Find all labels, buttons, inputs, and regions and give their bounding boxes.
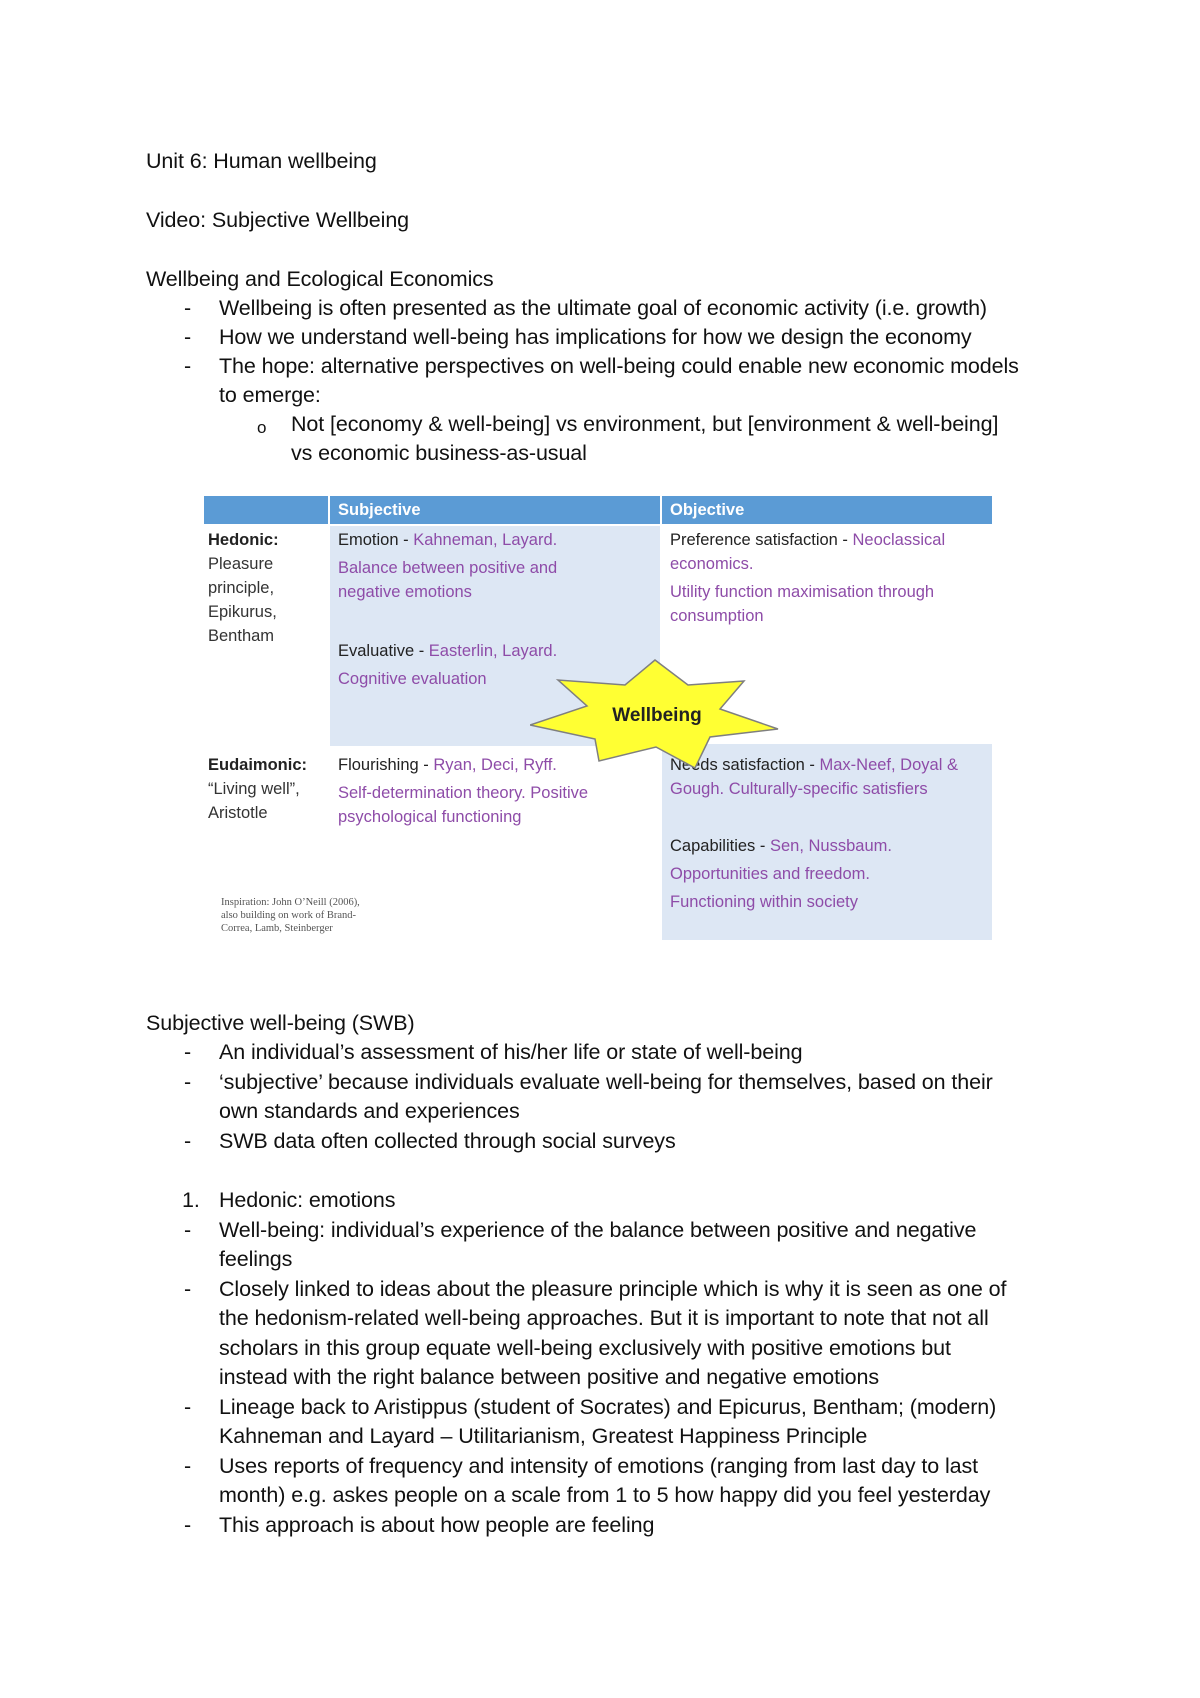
cell-evaluative-heading — [338, 639, 557, 663]
bullet-text: An individual’s assessment of his/her life or state of well-being — [219, 1040, 803, 1064]
dash-bullet: - — [184, 1040, 192, 1064]
inspiration-line: also building on work of Brand- — [221, 910, 357, 921]
star-label: Wellbeing — [612, 705, 702, 726]
circle-bullet: o — [257, 418, 267, 437]
emotion-key: Emotion - — [338, 531, 414, 549]
capabilities-key: Capabilities - — [670, 837, 770, 855]
video-title: Video: Subjective Wellbeing — [146, 208, 410, 232]
dash-bullet: - — [184, 1454, 192, 1478]
bullet-text-continued: feelings — [219, 1247, 293, 1271]
bullet-text: This approach is about how people are feeling — [219, 1513, 655, 1537]
dash-bullet: - — [184, 325, 192, 349]
flourishing-key: Flourishing - — [338, 756, 434, 774]
section-heading-hedonic-emotions: Hedonic: emotions — [219, 1188, 396, 1212]
preference-key: Preference satisfaction - — [670, 531, 853, 549]
inspiration-line: Correa, Lamb, Steinberger — [221, 923, 333, 934]
capabilities-authors: Sen, Nussbaum. — [769, 837, 892, 855]
eudaimonic-line: Aristotle — [208, 804, 268, 822]
flourishing-authors: Ryan, Deci, Ryff. — [433, 756, 557, 774]
list-number: 1. — [182, 1188, 200, 1212]
dash-bullet: - — [184, 1070, 192, 1094]
unit-title: Unit 6: Human wellbeing — [146, 149, 377, 173]
emotion-desc: Balance between positive and — [338, 559, 558, 577]
bullet-text-continued: month) e.g. askes people on a scale from 1 to 5 how happy did you feel yesterday — [219, 1483, 991, 1507]
needs-key: Needs satisfaction - — [670, 756, 820, 774]
cell-preference-heading — [670, 528, 945, 552]
column-header-subjective: Subjective — [338, 501, 421, 519]
emotion-desc: negative emotions — [338, 583, 472, 601]
flourishing-desc: Self-determination theory. Positive — [338, 784, 589, 802]
preference-authors: Neoclassical — [852, 531, 946, 549]
cell-capabilities-heading — [670, 834, 892, 858]
cell-flourishing-heading — [338, 753, 557, 777]
needs-desc: Gough. Culturally-specific satisfiers — [670, 780, 928, 798]
bullet-text: SWB data often collected through social surveys — [219, 1129, 676, 1153]
bullet-text: Well-being: individual’s experience of the balance between positive and negative — [219, 1218, 977, 1242]
inspiration-line: Inspiration: John O’Neill (2006), — [221, 897, 360, 908]
hedonic-label: Hedonic: — [208, 531, 279, 549]
flourishing-desc: psychological functioning — [338, 808, 522, 826]
row-label-hedonic — [208, 528, 279, 648]
sub-bullet-text: Not [economy & well-being] vs environment, but [environment & well-being] — [291, 412, 999, 436]
dash-bullet: - — [184, 296, 192, 320]
wellbeing-matrix-figure — [204, 496, 992, 940]
capabilities-desc: Opportunities and freedom. — [670, 865, 870, 883]
preference-desc: Utility function maximisation through — [670, 583, 935, 601]
hedonic-line: Bentham — [208, 627, 275, 645]
dash-bullet: - — [184, 1277, 192, 1301]
emotion-authors: Kahneman, Layard. — [413, 531, 558, 549]
bullet-text: ‘subjective’ because individuals evaluate well-being for themselves, based on their — [219, 1070, 993, 1094]
bullet-text-continued: to emerge: — [219, 383, 321, 407]
preference-desc: economics. — [670, 555, 754, 573]
eudaimonic-label: Eudaimonic: — [208, 756, 308, 774]
section-heading-swb: Subjective well-being (SWB) — [146, 1011, 415, 1035]
bullet-text-continued: own standards and experiences — [219, 1099, 520, 1123]
hedonic-line: principle, — [208, 579, 275, 597]
bullet-text: Uses reports of frequency and intensity of emotions (ranging from last day to last — [219, 1454, 979, 1478]
dash-bullet: - — [184, 1129, 192, 1153]
wellbeing-star-icon — [530, 659, 780, 771]
evaluative-authors: Easterlin, Layard. — [428, 642, 558, 660]
bullet-text: Wellbeing is often presented as the ultimate goal of economic activity (i.e. growth) — [219, 296, 987, 320]
row-label-eudaimonic — [208, 753, 307, 825]
dash-bullet: - — [184, 1513, 192, 1537]
preference-desc: consumption — [670, 607, 764, 625]
sub-bullet-text-continued: vs economic business-as-usual — [291, 441, 587, 465]
dash-bullet: - — [184, 1218, 192, 1242]
bullet-text-continued: instead with the right balance between positive and negative emotions — [219, 1365, 880, 1389]
header-bar-blank — [204, 496, 328, 524]
cell-emotion-heading — [338, 528, 557, 552]
needs-authors: Max-Neef, Doyal & — [819, 756, 958, 774]
bullet-text: Lineage back to Aristippus (student of Socrates) and Epicurus, Bentham; (modern) — [219, 1395, 997, 1419]
bullet-text-continued: scholars in this group equate well-being exclusively with positive emotions but — [219, 1336, 951, 1360]
bullet-text-continued: the hedonism-related well-being approaches. But it is important to note that not all — [219, 1306, 989, 1330]
column-header-objective: Objective — [670, 501, 745, 519]
capabilities-desc: Functioning within society — [670, 893, 859, 911]
evaluative-key: Evaluative - — [338, 642, 429, 660]
dash-bullet: - — [184, 354, 192, 378]
evaluative-desc: Cognitive evaluation — [338, 670, 487, 688]
hedonic-line: Pleasure — [208, 555, 274, 573]
inspiration-note — [221, 896, 360, 935]
section-heading-wellbeing-ecological-economics: Wellbeing and Ecological Economics — [146, 267, 494, 291]
bullet-text: Closely linked to ideas about the pleasure principle which is why it is seen as one of — [219, 1277, 1007, 1301]
hedonic-line: Epikurus, — [208, 603, 277, 621]
bullet-text: How we understand well-being has implications for how we design the economy — [219, 325, 972, 349]
bullet-text-continued: Kahneman and Layard – Utilitarianism, Greatest Happiness Principle — [219, 1424, 868, 1448]
dash-bullet: - — [184, 1395, 192, 1419]
bullet-text: The hope: alternative perspectives on well-being could enable new economic models — [219, 354, 1019, 378]
eudaimonic-line: “Living well”, — [208, 780, 300, 798]
